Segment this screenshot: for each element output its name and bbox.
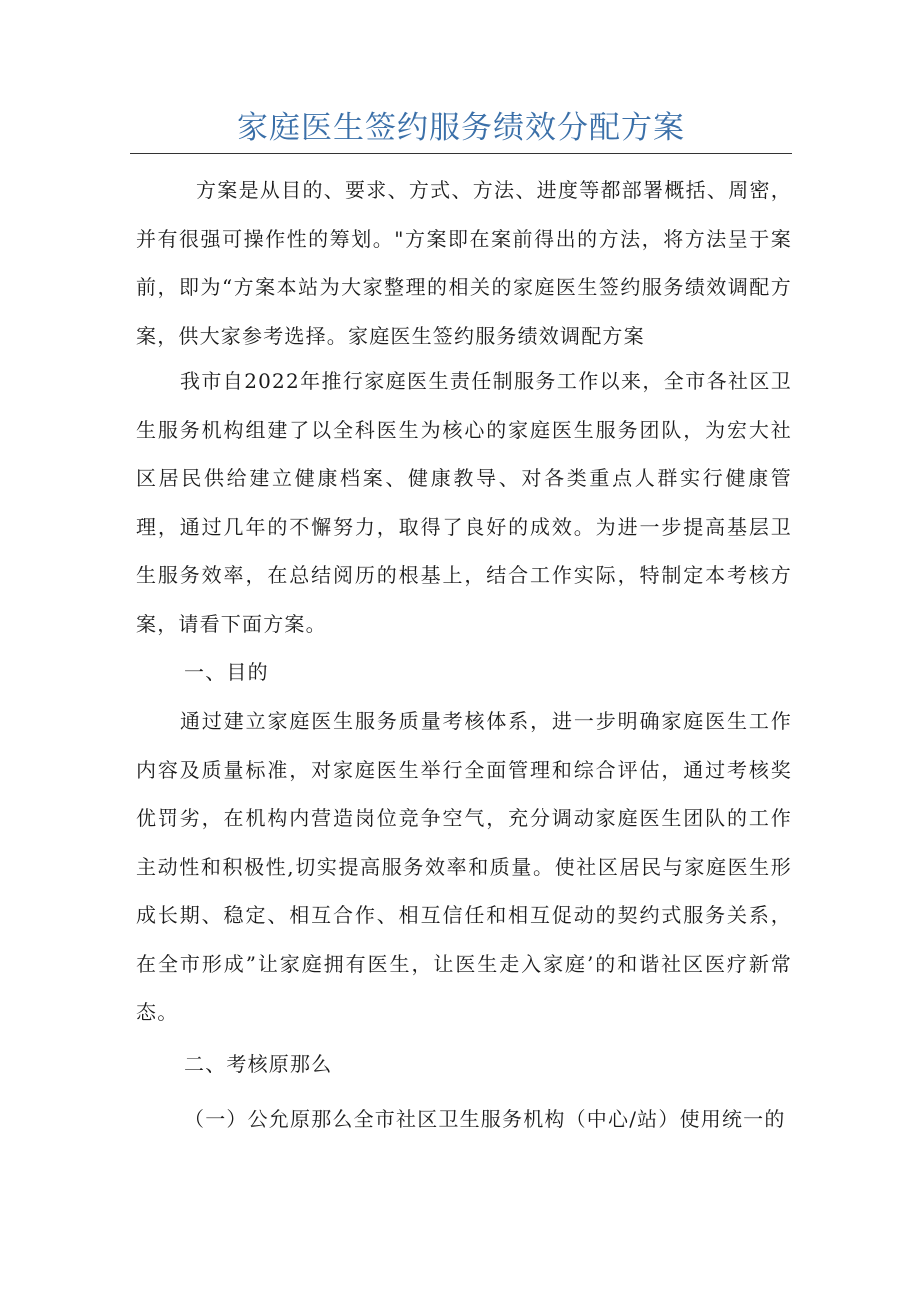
background-paragraph: 我市自2022年推行家庭医生责任制服务工作以来，全市各社区卫生服务机构组建了以全科医生为核心的家庭医生服务团队，为宏大社区居民供给建立健康档案、健康教导、对各类重点人群实行健康管理，通过几年的不懈努力，取得了良好的成效。为进一步提高基层卫生服务效率，在总结阅历的根基上，结合工作实际，特制定本考核方案，请看下面方案。 bbox=[136, 369, 792, 636]
section-heading-principles: 二、考核原那么 bbox=[184, 1052, 333, 1076]
section-heading-purpose: 一、目的 bbox=[184, 660, 269, 684]
principle-item-1: （一）公允原那么全市社区卫生服务机构（中心/站）使用统一的 bbox=[184, 1107, 786, 1131]
title-underline bbox=[130, 153, 792, 154]
intro-paragraph: 方案是从目的、要求、方式、方法、进度等都部署概括、周密，并有很强可操作性的筹划。"方案即在案前得出的方法，将方法呈于案前，即为“方案本站为大家整理的相关的家庭医生签约服务绩效调配方案，供大家参考选择。家庭医生签约服务绩效调配方案 bbox=[136, 178, 792, 348]
purpose-paragraph: 通过建立家庭医生服务质量考核体系，进一步明确家庭医生工作内容及质量标准，对家庭医生举行全面管理和综合评估，通过考核奖优罚劣，在机构内营造岗位竞争空气，充分调动家庭医生团队的工作主动性和积极性,切实提高服务效率和质量。使社区居民与家庭医生形成长期、稳定、相互合作、相互信任和相互促动的契约式服务关系，在全市形成”让家庭拥有医生，让医生走入家庭’的和谐社区医疗新常态。 bbox=[136, 709, 792, 1024]
page-title: 家庭医生签约服务绩效分配方案 bbox=[237, 110, 685, 146]
